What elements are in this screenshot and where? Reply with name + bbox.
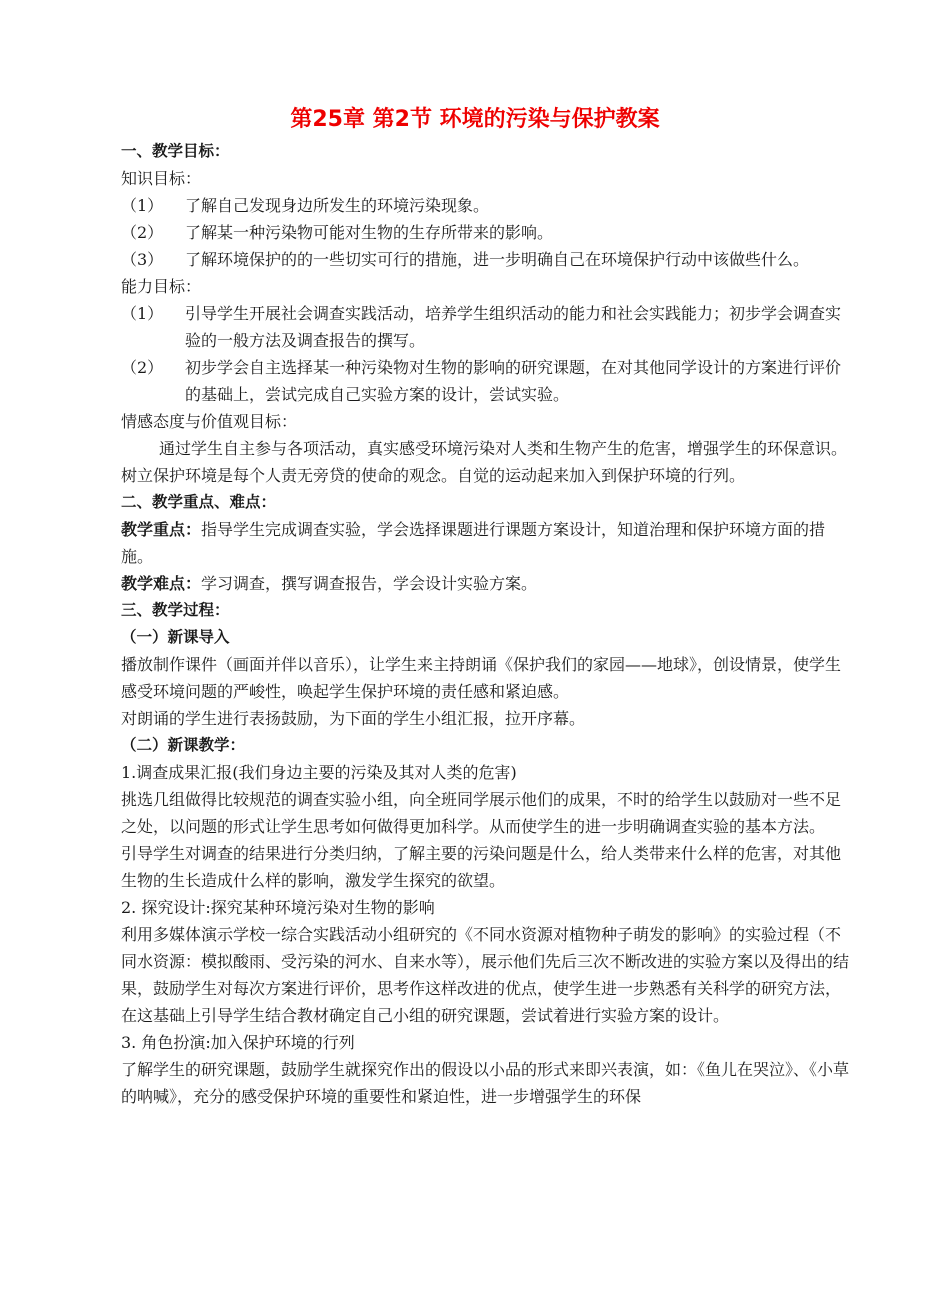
item-text: 了解某一种污染物可能对生物的生存所带来的影响。 (185, 223, 554, 242)
step-title: 3. 角色扮演:加入保护环境的行列 (121, 1033, 355, 1052)
item-number: （1） (121, 196, 164, 215)
step-paragraph: 挑选几组做得比较规范的调查实验小组，向全班同学展示他们的成果，不时的给学生以鼓励对一些不足之处，以问题的形式让学生思考如何做得更加科学。从而使学生的进一步明确调查实验的基本方法。 (121, 790, 842, 836)
item-number: （1） (121, 304, 164, 323)
emotion-paragraph: 通过学生自主参与各项活动，真实感受环境污染对人类和生物产生的危害，增强学生的环保意识。树立保护环境是每个人责无旁贷的使命的观念。自觉的运动起来加入到保护环境的行列。 (121, 439, 848, 485)
intro-paragraph: 对朗诵的学生进行表扬鼓励，为下面的学生小组汇报，拉开序幕。 (121, 709, 586, 728)
ability-item (121, 300, 856, 354)
item-number: （2） (121, 223, 164, 242)
knowledge-item (121, 246, 856, 273)
step-paragraph: 利用多媒体演示学校一综合实践活动小组研究的《不同水资源对植物种子萌发的影响》的实验过程（不同水资源：模拟酸雨、受污染的河水、自来水等），展示他们先后三次不断改进的实验方案以及得出的结果，鼓励学生对每次方案进行评价，思考作这样改进的优点，使学生进一步熟悉有关科学的研究方法，在这基础上引导学生结合教材确定自己小组的研究课题，尝试着进行实验方案的设计。 (121, 925, 850, 1025)
key-point-paragraph (121, 516, 856, 570)
item-text: 引导学生开展社会调查实践活动，培养学生组织活动的能力和社会实践能力；初步学会调查实验的一般方法及调查报告的撰写。 (185, 304, 842, 350)
knowledge-item (121, 219, 856, 246)
difficulty-paragraph (121, 570, 856, 597)
key-point-label: 教学重点： (121, 520, 202, 539)
item-number: （2） (121, 358, 164, 377)
step-paragraph: 了解学生的研究课题，鼓励学生就探究作出的假设以小品的形式来即兴表演，如：《鱼儿在哭泣》、《小草的呐喊》，充分的感受保护环境的重要性和紧迫性，进一步增强学生的环保 (121, 1060, 850, 1106)
item-number: （3） (121, 250, 164, 269)
item-text: 了解自己发现身边所发生的环境污染现象。 (185, 196, 490, 215)
difficulty-text: 学习调查，撰写调查报告，学会设计实验方案。 (201, 574, 538, 593)
intro-paragraph: 播放制作课件（画面并伴以音乐），让学生来主持朗诵《保护我们的家园——地球》，创设情景，使学生感受环境问题的严峻性，唤起学生保护环境的责任感和紧迫感。 (121, 655, 842, 701)
subheading-intro: （一）新课导入 (121, 628, 230, 646)
section-heading-key-points: 二、教学重点、难点： (121, 493, 277, 511)
key-point-text: 指导学生完成调查实验，学会选择课题进行课题方案设计，知道治理和保护环境方面的措施。 (121, 520, 826, 566)
step-title: 2. 探究设计:探究某种环境污染对生物的影响 (121, 898, 435, 917)
difficulty-label: 教学难点： (121, 574, 202, 593)
ability-label: 能力目标： (121, 277, 202, 296)
section-heading-objectives: 一、教学目标： (121, 142, 230, 160)
subheading-new-lesson: （二）新课教学： (121, 736, 246, 754)
item-text: 初步学会自主选择某一种污染物对生物的影响的研究课题，在对其他同学设计的方案进行评价的基础上，尝试完成自己实验方案的设计，尝试实验。 (185, 358, 842, 404)
ability-item (121, 354, 856, 408)
item-text: 了解环境保护的的一些切实可行的措施，进一步明确自己在环境保护行动中该做些什么。 (185, 250, 810, 269)
emotion-label: 情感态度与价值观目标： (121, 412, 298, 431)
step-paragraph: 引导学生对调查的结果进行分类归纳，了解主要的污染问题是什么，给人类带来什么样的危害，对其他生物的生长造成什么样的影响，激发学生探究的欲望。 (121, 844, 842, 890)
document-body (121, 138, 856, 1110)
document-title: 第25章 第2节 环境的污染与保护教案 (290, 107, 660, 132)
step-title: 1.调查成果汇报(我们身边主要的污染及其对人类的危害) (121, 763, 517, 782)
section-heading-process: 三、教学过程： (121, 601, 230, 619)
knowledge-item (121, 192, 856, 219)
knowledge-label: 知识目标： (121, 169, 202, 188)
